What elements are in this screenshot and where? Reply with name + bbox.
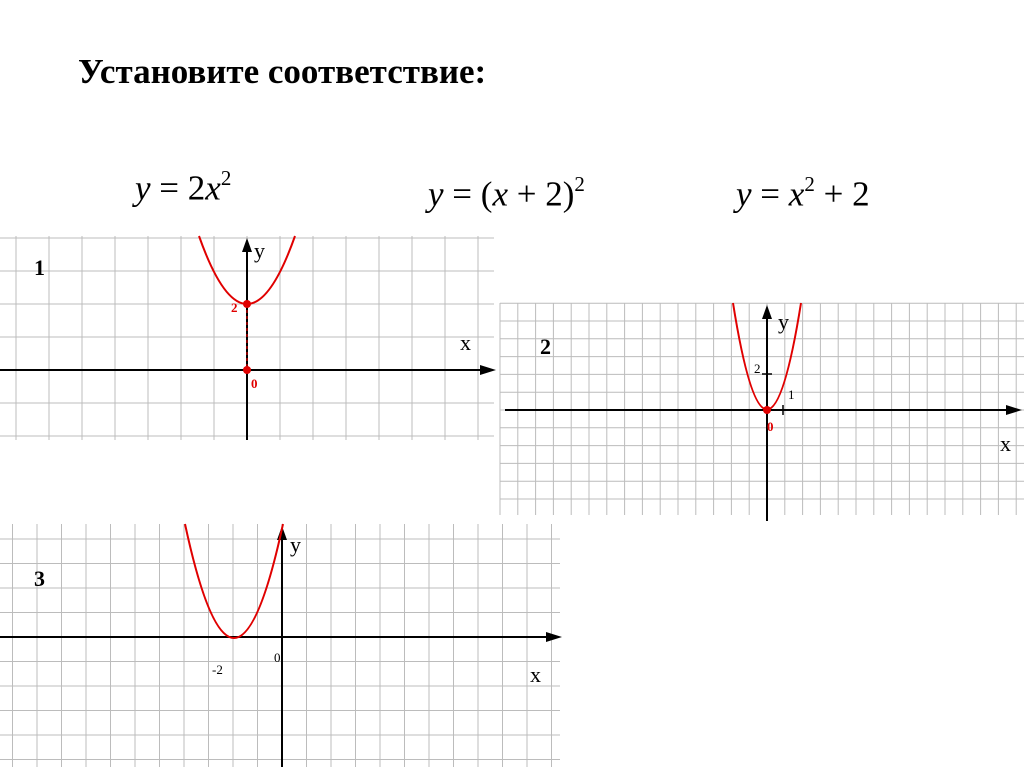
graph-2-x-label: x	[1000, 431, 1011, 456]
formula-2-lhs: y	[428, 174, 444, 214]
graph-3-x-arrow	[546, 632, 562, 642]
formula-1-eq: =	[150, 168, 188, 208]
formula-3-exp: 2	[804, 172, 815, 196]
formula-3-lhs: y	[736, 174, 752, 214]
graph-2-canvas	[500, 303, 1024, 521]
graph-3-number: 3	[34, 566, 45, 591]
formula-2-exp: 2	[574, 172, 585, 196]
graph-2-tick-2: 2	[754, 361, 761, 376]
formula-1-var: x	[205, 168, 221, 208]
graph-3-y-label: y	[290, 532, 301, 557]
graph-3-curve	[185, 524, 283, 638]
graph-1-number: 1	[34, 255, 45, 280]
graph-2-tick-0: 0	[767, 419, 774, 434]
formula-3-var: x	[788, 174, 805, 214]
graph-1-tick-2: 2	[231, 300, 238, 315]
graph-1-x-label: x	[460, 330, 471, 355]
graph-2-y-label: y	[778, 309, 789, 334]
graph-3-grid	[0, 524, 560, 767]
graph-2-vertex-point	[763, 406, 771, 414]
graph-2	[500, 303, 1024, 521]
formula-1-coef: 2	[187, 168, 206, 208]
page-title: Установите соответствие:	[78, 52, 487, 91]
graph-2-tick-1: 1	[788, 387, 795, 402]
graph-1-origin-point	[243, 366, 251, 374]
graph-1-vertex-point	[243, 300, 251, 308]
formula-2-rest: + 2)	[508, 174, 575, 214]
formula-3-eq: =	[751, 174, 789, 214]
graph-2-number: 2	[540, 334, 551, 359]
formula-3	[736, 174, 870, 215]
graph-1-x-arrow	[480, 365, 496, 375]
formula-1-lhs: y	[135, 168, 151, 208]
graph-1	[0, 236, 500, 440]
graph-1-tick-0: 0	[251, 376, 258, 391]
graph-3-x-label: x	[530, 662, 541, 687]
graph-3-tick-neg2: -2	[212, 662, 223, 677]
graph-3	[0, 524, 566, 767]
graph-1-y-label: y	[254, 238, 265, 263]
formula-1-exp: 2	[220, 166, 232, 190]
graph-2-y-arrow	[762, 305, 772, 319]
graph-1-canvas	[0, 236, 500, 440]
graph-2-x-arrow	[1006, 405, 1022, 415]
formula-2	[428, 174, 585, 215]
formula-2-var: x	[492, 174, 508, 214]
graph-3-canvas	[0, 524, 566, 767]
formula-2-eq: = (	[443, 174, 493, 214]
graph-3-tick-0: 0	[274, 650, 281, 665]
graph-1-y-arrow	[242, 238, 252, 252]
formula-1	[135, 168, 231, 209]
formula-3-rest: + 2	[814, 174, 870, 214]
